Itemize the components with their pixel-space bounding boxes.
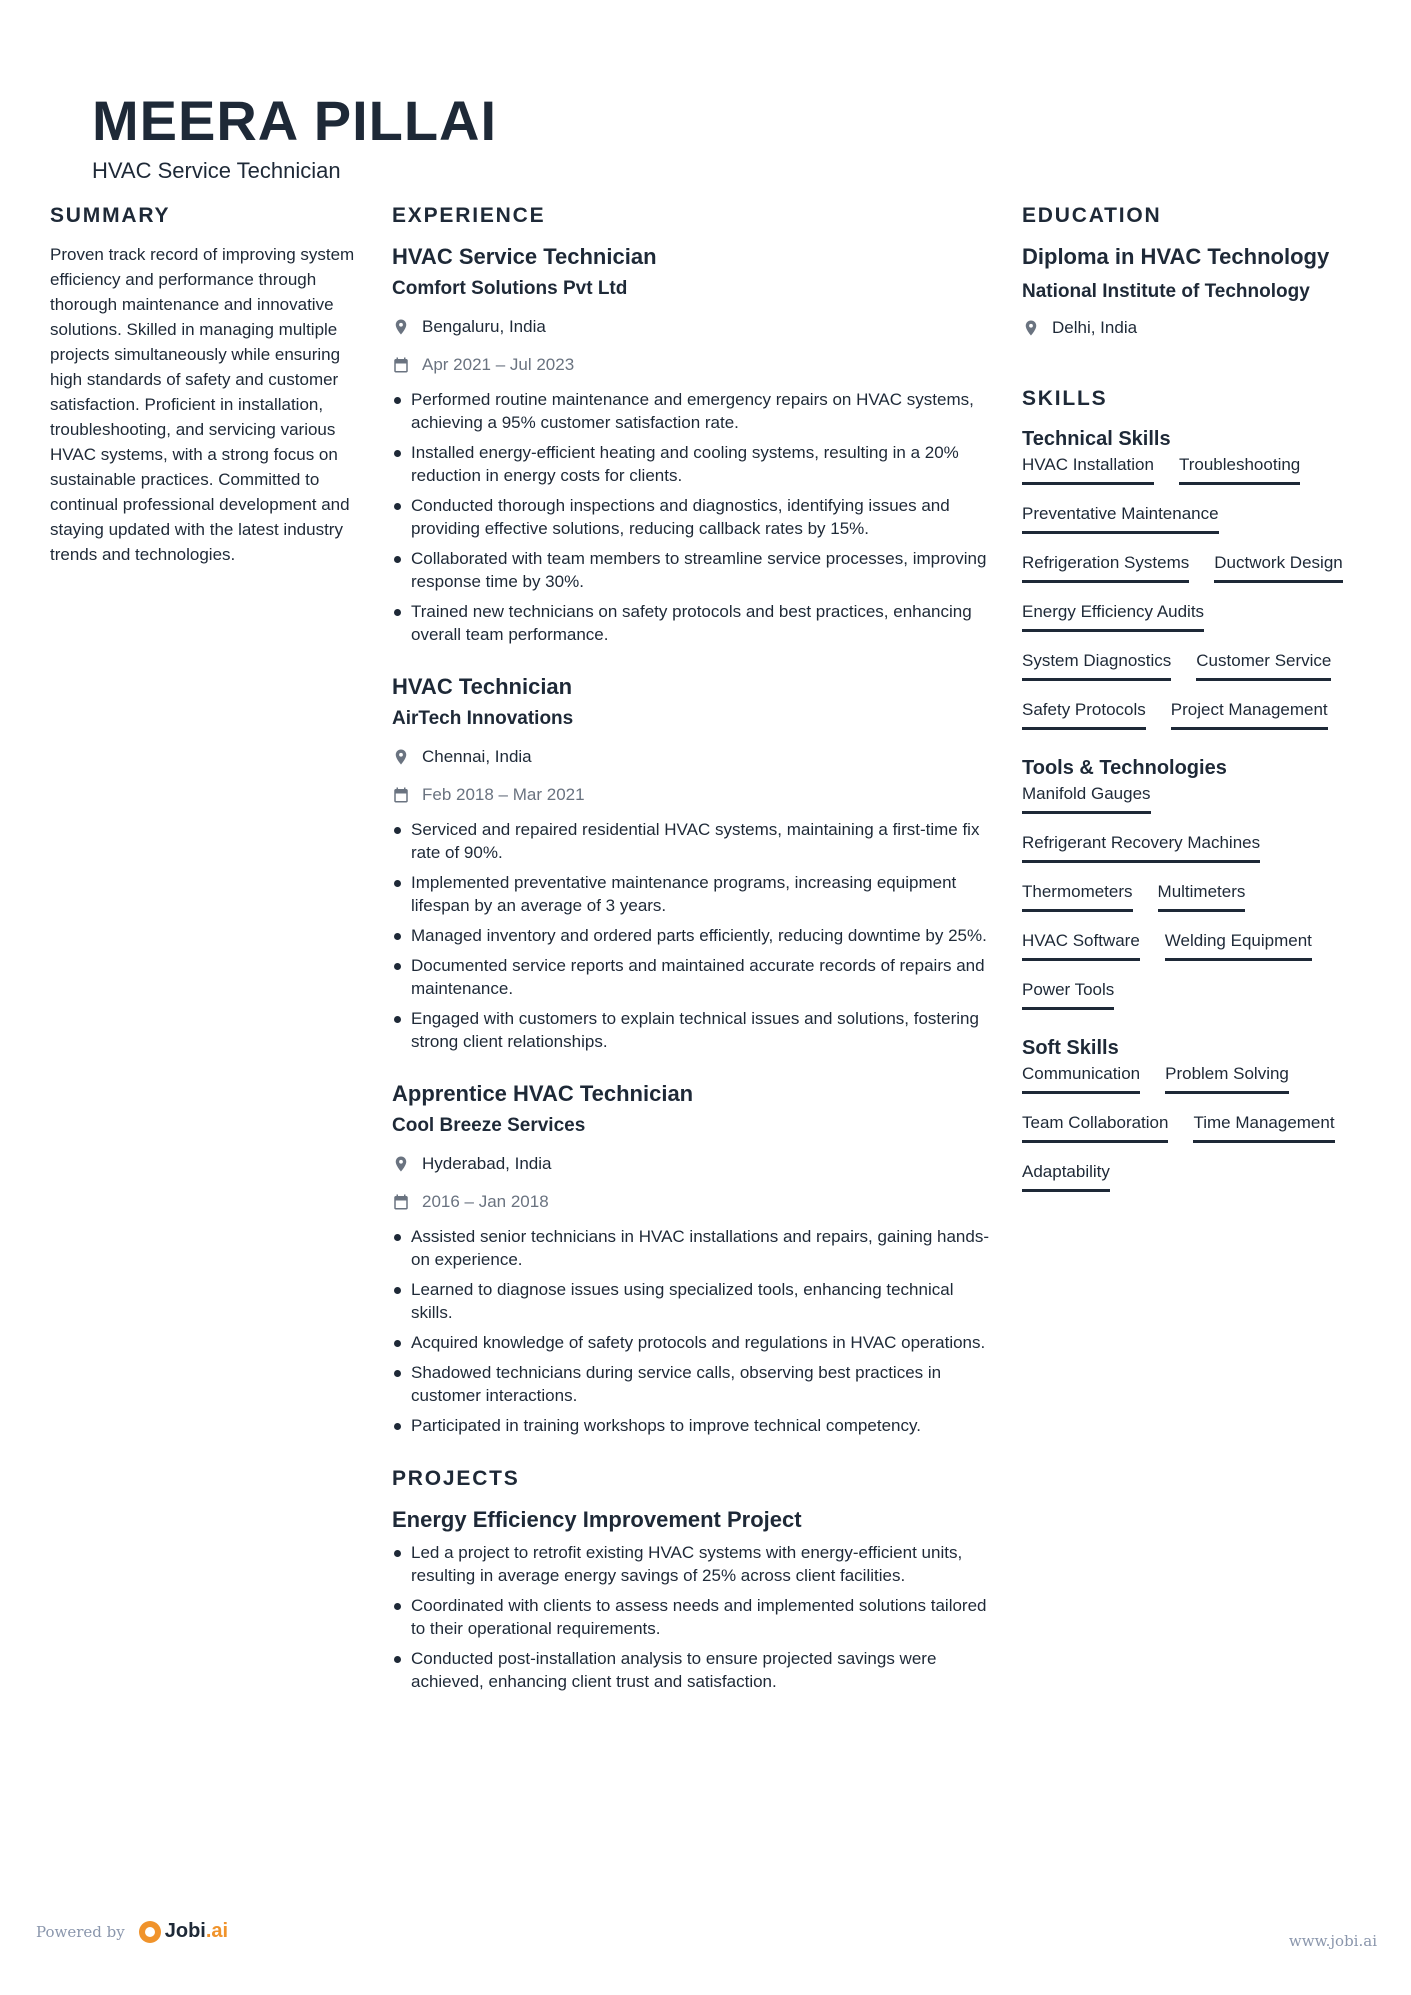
skill-tag: Ductwork Design [1214, 552, 1343, 583]
skill-tag: Customer Service [1196, 650, 1331, 681]
job-dates [392, 782, 997, 808]
job-bullets [392, 1225, 997, 1437]
education-heading: EDUCATION [1022, 204, 1162, 227]
job-location [392, 314, 997, 340]
bullet-item: Engaged with customers to explain technical issues and solutions, fostering strong client relationships. [392, 1007, 997, 1053]
jobi-logo-icon [139, 1921, 161, 1943]
job-dates-text: Apr 2021 – Jul 2023 [422, 355, 575, 374]
skill-tags [1022, 454, 1372, 730]
education-degree: Diploma in HVAC Technology [1022, 244, 1330, 269]
skill-group [1022, 754, 1372, 1010]
projects-heading: PROJECTS [392, 1467, 520, 1490]
bullet-item: Conducted post-installation analysis to ensure projected savings were achieved, enhancing client trust and satisfaction. [392, 1647, 997, 1693]
job-role: Apprentice HVAC Technician [392, 1081, 694, 1106]
experience-column [392, 204, 997, 1700]
job-entry [392, 672, 997, 1053]
resume-header [92, 88, 497, 184]
skill-tag: Team Collaboration [1022, 1112, 1168, 1143]
job-company: Cool Breeze Services [392, 1115, 586, 1136]
job-dates [392, 352, 997, 378]
skill-tag: Adaptability [1022, 1161, 1110, 1192]
skill-tag: Safety Protocols [1022, 699, 1146, 730]
bullet-item: Shadowed technicians during service calls, observing best practices in customer interactions. [392, 1361, 997, 1407]
skill-tag: Thermometers [1022, 881, 1133, 912]
job-company: AirTech Innovations [392, 708, 574, 729]
summary-heading: SUMMARY [50, 204, 171, 227]
job-bullets [392, 818, 997, 1053]
skill-group [1022, 425, 1372, 730]
location-pin-icon [392, 1155, 410, 1173]
skill-tag: Multimeters [1158, 881, 1246, 912]
skill-tags [1022, 1063, 1372, 1192]
bullet-item: Coordinated with clients to assess needs and implemented solutions tailored to their operational requirements. [392, 1594, 997, 1640]
job-dates-text: 2016 – Jan 2018 [422, 1192, 549, 1211]
bullet-item: Assisted senior technicians in HVAC installations and repairs, gaining hands-on experience. [392, 1225, 997, 1271]
education-school: National Institute of Technology [1022, 281, 1310, 302]
bullet-item: Implemented preventative maintenance programs, increasing equipment lifespan by an average of 3 years. [392, 871, 997, 917]
job-entry [392, 1079, 997, 1437]
skill-tag: Refrigerant Recovery Machines [1022, 832, 1260, 863]
bullet-item: Participated in training workshops to improve technical competency. [392, 1414, 997, 1437]
skill-tag: Project Management [1171, 699, 1328, 730]
powered-by-text: Powered by [36, 1922, 125, 1941]
bullet-item: Led a project to retrofit existing HVAC systems with energy-efficient units, resulting in average energy savings of 25% across client facilities. [392, 1541, 997, 1587]
skill-tag: Power Tools [1022, 979, 1114, 1010]
summary-column [50, 204, 358, 567]
job-location [392, 744, 997, 770]
job-location-text: Bengaluru, India [422, 317, 546, 336]
project-title: Energy Efficiency Improvement Project [392, 1507, 802, 1532]
job-dates [392, 1189, 997, 1215]
skill-tag: Problem Solving [1165, 1063, 1289, 1094]
experience-heading: EXPERIENCE [392, 204, 546, 227]
skill-tag: Time Management [1193, 1112, 1334, 1143]
bullet-item: Documented service reports and maintained accurate records of repairs and maintenance. [392, 954, 997, 1000]
footer-website-link[interactable]: www.jobi.ai [1288, 1932, 1377, 1950]
jobi-logo-text[interactable]: Jobi.ai [164, 1920, 229, 1942]
bullet-item: Conducted thorough inspections and diagnostics, identifying issues and providing effective solutions, reducing callback rates by 15%. [392, 494, 997, 540]
skills-list [1022, 425, 1372, 1192]
job-location-text: Chennai, India [422, 747, 532, 766]
bullet-item: Learned to diagnose issues using specialized tools, enhancing technical skills. [392, 1278, 997, 1324]
skill-group-title: Technical Skills [1022, 428, 1171, 450]
project-bullets [392, 1541, 997, 1693]
job-company: Comfort Solutions Pvt Ltd [392, 278, 628, 299]
skill-tag: Manifold Gauges [1022, 783, 1151, 814]
job-role: HVAC Service Technician [392, 244, 657, 269]
education-location [1022, 315, 1372, 341]
skills-heading: SKILLS [1022, 387, 1108, 410]
bullet-item: Collaborated with team members to streamline service processes, improving response time by 30%. [392, 547, 997, 593]
job-bullets [392, 388, 997, 646]
bullet-item: Trained new technicians on safety protocols and best practices, enhancing overall team performance. [392, 600, 997, 646]
candidate-name: MEERA PILLAI [92, 89, 498, 152]
skill-group-title: Soft Skills [1022, 1037, 1119, 1059]
skill-group [1022, 1034, 1372, 1192]
job-role: HVAC Technician [392, 674, 573, 699]
skill-tag: Troubleshooting [1179, 454, 1300, 485]
job-location [392, 1151, 997, 1177]
skill-tag: HVAC Installation [1022, 454, 1154, 485]
job-location-text: Hyderabad, India [422, 1154, 552, 1173]
location-pin-icon [392, 748, 410, 766]
calendar-icon [392, 356, 410, 374]
footer-branding [36, 1920, 228, 1943]
calendar-icon [392, 786, 410, 804]
calendar-icon [392, 1193, 410, 1211]
job-list [392, 242, 997, 1437]
project-list [392, 1505, 997, 1693]
summary-text: Proven track record of improving system efficiency and performance through thorough maintenance and innovative solutions. Skilled in managing multiple projects simultaneously while ensuring high standards of safety and customer satisfaction. Proficient in installation, troubleshooting, and servicing various HVAC systems, with a strong focus on sustainable practices. Committed to continual professional development and staying updated with the latest industry trends and technologies. [50, 245, 355, 564]
location-pin-icon [392, 318, 410, 336]
project-entry [392, 1505, 997, 1693]
candidate-title: HVAC Service Technician [92, 158, 341, 183]
skill-tags [1022, 783, 1372, 1010]
bullet-item: Performed routine maintenance and emergency repairs on HVAC systems, achieving a 95% customer satisfaction rate. [392, 388, 997, 434]
skill-tag: Communication [1022, 1063, 1140, 1094]
bullet-item: Managed inventory and ordered parts efficiently, reducing downtime by 25%. [392, 924, 997, 947]
bullet-item: Installed energy-efficient heating and cooling systems, resulting in a 20% reduction in energy costs for clients. [392, 441, 997, 487]
job-entry [392, 242, 997, 646]
skill-tag: Refrigeration Systems [1022, 552, 1189, 583]
skill-tag: System Diagnostics [1022, 650, 1171, 681]
skill-tag: Preventative Maintenance [1022, 503, 1219, 534]
education-location-text: Delhi, India [1052, 318, 1138, 337]
bullet-item: Serviced and repaired residential HVAC systems, maintaining a first-time fix rate of 90%. [392, 818, 997, 864]
side-column [1022, 204, 1372, 1216]
skill-tag: Energy Efficiency Audits [1022, 601, 1204, 632]
bullet-item: Acquired knowledge of safety protocols and regulations in HVAC operations. [392, 1331, 997, 1354]
skill-tag: HVAC Software [1022, 930, 1140, 961]
skill-tag: Welding Equipment [1165, 930, 1312, 961]
job-dates-text: Feb 2018 – Mar 2021 [422, 785, 585, 804]
skill-group-title: Tools & Technologies [1022, 757, 1227, 779]
location-pin-icon [1022, 319, 1040, 337]
